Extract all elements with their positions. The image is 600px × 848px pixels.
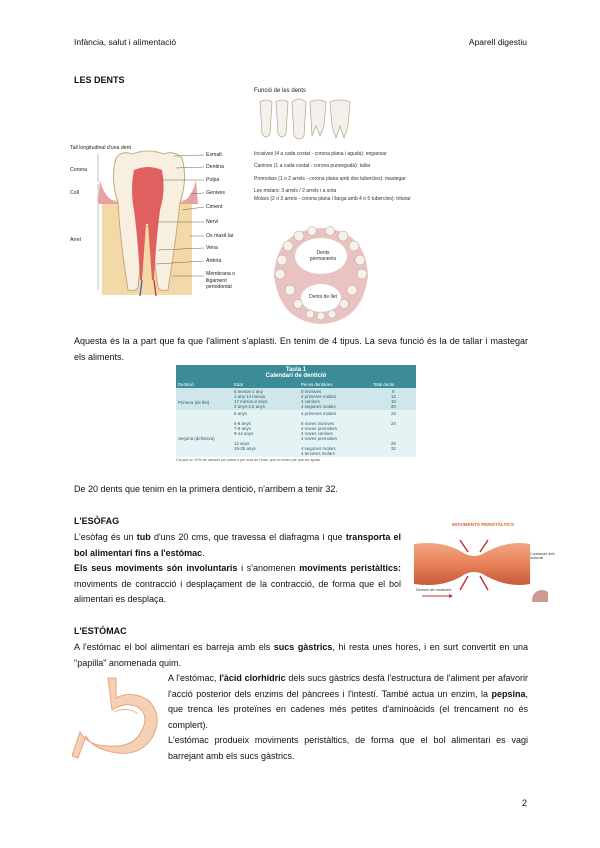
table-cell: Segona (definitiva) [176, 410, 232, 457]
table-header: Peces dentàries [299, 381, 371, 388]
estomac-text: , que trenca les proteïnes en cadenes més petites d'aminoàcids (el trencament no és complert). [168, 688, 528, 730]
table-header: Edat [232, 381, 299, 388]
teeth-function-line: Canines (1 a cada costat - corona punxeguda): tallar [254, 163, 371, 170]
estomac-text: A l'estómac, [168, 673, 220, 683]
arch-label-llet: Dents de llet [309, 294, 337, 300]
tooth-label-coll: Coll [70, 190, 79, 196]
teeth-function-line: Premolars (1 o 2 arrels - corona plana amb dos tubercles): mastegar [254, 175, 406, 182]
peristalsis-label-direccio: Direcció del moviment [416, 588, 452, 592]
table-row [176, 388, 416, 410]
teeth-row-illustration [252, 96, 362, 146]
estomac-text: dels sucs gàstrics desfà l'estructura de l'aliment per afavorir l'acció posterior dels enzims del pàncrees i l'intestí. També actua un enzim, la [168, 673, 528, 699]
estomac-paragraph-1 [74, 640, 528, 671]
estomac-bold: pepsina [491, 688, 526, 699]
dents-paragraph-1: Aquesta és la a part que fa que l'aliment s'aplasti. En tenim de 4 tipus. La seva funció és la de tallar i mastegar els aliments. [74, 336, 528, 362]
esofag-text: moviments de contracció i desplaçament de la contracció, de forma que el bol alimentari es desplaça. [74, 578, 401, 604]
dentition-table [176, 365, 416, 462]
tooth-label-nervi: Nervi [206, 219, 219, 225]
peristalsis-title: MOVIMENTS PERISTÀLTICS [452, 522, 514, 527]
tooth-label-corona: Corona [70, 167, 88, 173]
page-number: 2 [521, 798, 527, 808]
table-cell: 6 anys 6-8 anys 7-9 anys 9-14 anys 12 anys 15-25 anys [232, 410, 299, 457]
tooth-label-esmalt: Esmalt [206, 152, 222, 158]
section-title-esofag: L'ESÒFAG [74, 516, 120, 526]
table-row [176, 410, 416, 457]
dents-paragraph-2: De 20 dents que tenim en la primera dentició, n'arribem a tenir 32. [74, 484, 338, 494]
table-cell: 8 12 16 20 [371, 388, 416, 410]
esofag-text: . [202, 547, 205, 558]
table-title: Taula 1 [176, 365, 416, 373]
dental-arch-illustration [266, 222, 376, 326]
tooth-diagram [64, 140, 244, 300]
section-title-estomac: L'ESTÓMAC [74, 626, 127, 636]
teeth-function-line: Incisives (4 a cada costat - corona plana i aguda): enganxar [254, 151, 387, 157]
tooth-label-os-maxillar: Os maxil·lar [206, 233, 234, 239]
teeth-function-title: Funció de les dents [254, 88, 307, 94]
esofag-text: i s'anomenen [237, 563, 300, 573]
header-right: Aparell digestiu [468, 37, 527, 47]
tooth-label-vena: Vena [206, 245, 218, 251]
teeth-function-lines [254, 150, 440, 203]
table-cell: 24 24 28 32 [371, 410, 416, 457]
table-cell: 6 mesos-1 any 1 any-14 mesos 17 mesos-2 anys 2 anys-2,5 anys [232, 388, 299, 410]
tooth-label-polpa: Polpa [206, 177, 220, 183]
tooth-label-genives: Genives [206, 190, 226, 196]
estomac-text: , hi resta unes hores, i en surt convertit en una "papilla" anomenada quim. [74, 642, 528, 668]
table-header: Total dents [371, 381, 416, 388]
estomac-bold: sucs gàstrics [273, 642, 333, 652]
teeth-function-diagram [252, 86, 442, 326]
estomac-text: A l'estómac el bol alimentari es barreja amb els [74, 642, 274, 652]
section-title-dents: LES DENTS [74, 75, 125, 85]
esofag-text: L'esòfag és un [74, 532, 137, 542]
arch-label-permanents: Dents permanents [309, 250, 337, 262]
table-cell: 4 primeres molars 8 noves incisives 4 noves premolars 4 noves canines 4 noves premolars 4 segones molars 4 terceres molars [299, 410, 371, 457]
estomac-bold: l'àcid clorhídric [219, 673, 286, 683]
table-header: Dentició [176, 381, 232, 388]
teeth-function-line: Molars (2 o 3 arrels - corona plana i llarga amb 4 o 5 tubercles): triturar [254, 196, 411, 203]
stomach-illustration [72, 676, 164, 762]
table-subtitle: Calendari de dentició [176, 373, 416, 381]
tooth-label-arteria: Artèria [206, 258, 222, 264]
header-left: Infància, salut i alimentació [74, 37, 177, 47]
tooth-label-arrel: Arrel [70, 237, 81, 243]
tooth-label-dentina: Dentina [206, 164, 224, 170]
teeth-function-line: Les molars: 3 arrels / 2 arrels i a sota [254, 187, 337, 194]
esofag-bold: transporta el bol alimentari fins a l'estómac [74, 532, 401, 558]
table-cell: Primera (de llet) [176, 388, 232, 410]
esofag-bold: tub [136, 532, 151, 542]
esofag-paragraph-2 [74, 561, 401, 608]
table-footnote: Cal que un 10% de variació per sobre o per sota de l'edat, que no tenen per què ser iguals [176, 458, 321, 462]
esofag-bold: moviments peristàltics: [299, 563, 401, 573]
esofag-bold: Els seus moviments són involuntaris [74, 563, 238, 573]
estomac-paragraph-2 [168, 671, 528, 733]
esofag-text: d'uns 20 cms, que travessa el diafragma i que [150, 532, 346, 542]
esofag-paragraph-1 [74, 530, 401, 561]
tooth-diagram-caption: Tall longitudinal d'una dent [70, 145, 131, 151]
tooth-label-membrana: Membrana o lligament periodontal [206, 271, 236, 290]
peristalsis-label-contraccio: Contracció dels músculs [530, 552, 555, 560]
estomac-paragraph-3: L'estómac produeix moviments peristàltics, de forma que el bol alimentari es vagi barrejant amb els sucs gàstrics. [168, 735, 528, 761]
table-cell: 8 incisives 4 primeres molars 4 canines 4 segones molars [299, 388, 371, 410]
peristalsis-diagram [412, 522, 555, 602]
tooth-label-ciment: Ciment [206, 204, 223, 210]
